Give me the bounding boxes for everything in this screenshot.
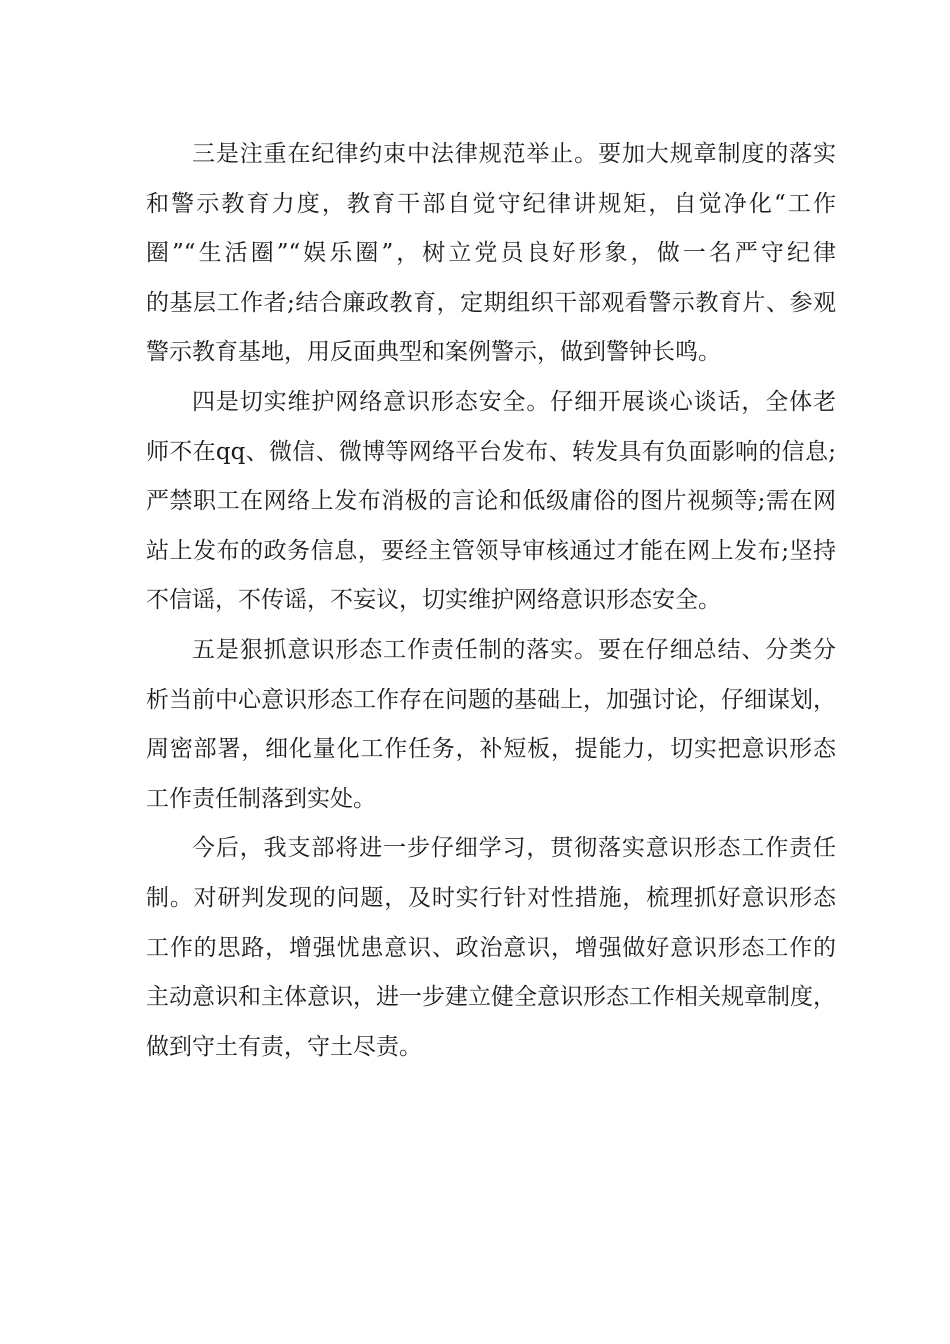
paragraph-2-line-1: 四是切实维护网络意识形态安全。仔细开展谈心谈话，全体老 <box>192 388 836 415</box>
paragraph-1-line-4: 的基层工作者;结合廉政教育，定期组织干部观看警示教育片、参观 <box>146 289 836 316</box>
paragraph-4-line-3: 工作的思路，增强忧患意识、政治意识，增强做好意识形态工作的 <box>146 934 836 961</box>
paragraph-3-line-1: 五是狠抓意识形态工作责任制的落实。要在仔细总结、分类分 <box>192 636 836 663</box>
paragraph-1-line-1: 三是注重在纪律约束中法律规范举止。要加大规章制度的落实 <box>192 141 836 167</box>
paragraph-2-line-3: 严禁职工在网络上发布消极的言论和低级庸俗的图片视频等;需在网 <box>146 488 836 515</box>
paragraph-2-line-4: 站上发布的政务信息，要经主管领导审核通过才能在网上发布;坚持 <box>146 537 836 564</box>
paragraph-2-line-2: 师不在qq、微信、微博等网络平台发布、转发具有负面影响的信息; <box>146 438 836 465</box>
paragraph-3-line-2: 析当前中心意识形态工作存在问题的基础上，加强讨论，仔细谋划， <box>146 686 836 713</box>
paragraph-1-line-3: 圈”“生活圈”“娱乐圈”，树立党员良好形象，做一名严守纪律 <box>146 240 836 267</box>
paragraph-4-line-1: 今后，我支部将进一步仔细学习，贯彻落实意识形态工作责任 <box>192 835 836 862</box>
paragraph-4-line-4: 主动意识和主体意识，进一步建立健全意识形态工作相关规章制度， <box>146 984 836 1011</box>
paragraph-2-line-5: 不信谣，不传谣，不妄议，切实维护网络意识形态安全。 <box>146 587 721 614</box>
paragraph-4-line-2: 制。对研判发现的问题，及时实行针对性措施，梳理抓好意识形态 <box>146 884 836 911</box>
paragraph-1-line-5: 警示教育基地，用反面典型和案例警示，做到警钟长鸣。 <box>146 339 721 366</box>
paragraph-3-line-4: 工作责任制落到实处。 <box>146 785 376 812</box>
paragraph-4-line-5: 做到守土有责，守土尽责。 <box>146 1033 422 1060</box>
paragraph-3-line-3: 周密部署，细化量化工作任务，补短板，提能力，切实把意识形态 <box>146 736 836 763</box>
paragraph-1-line-2: 和警示教育力度，教育干部自觉守纪律讲规矩，自觉净化“工作 <box>146 190 836 217</box>
document-body <box>146 130 836 1072</box>
